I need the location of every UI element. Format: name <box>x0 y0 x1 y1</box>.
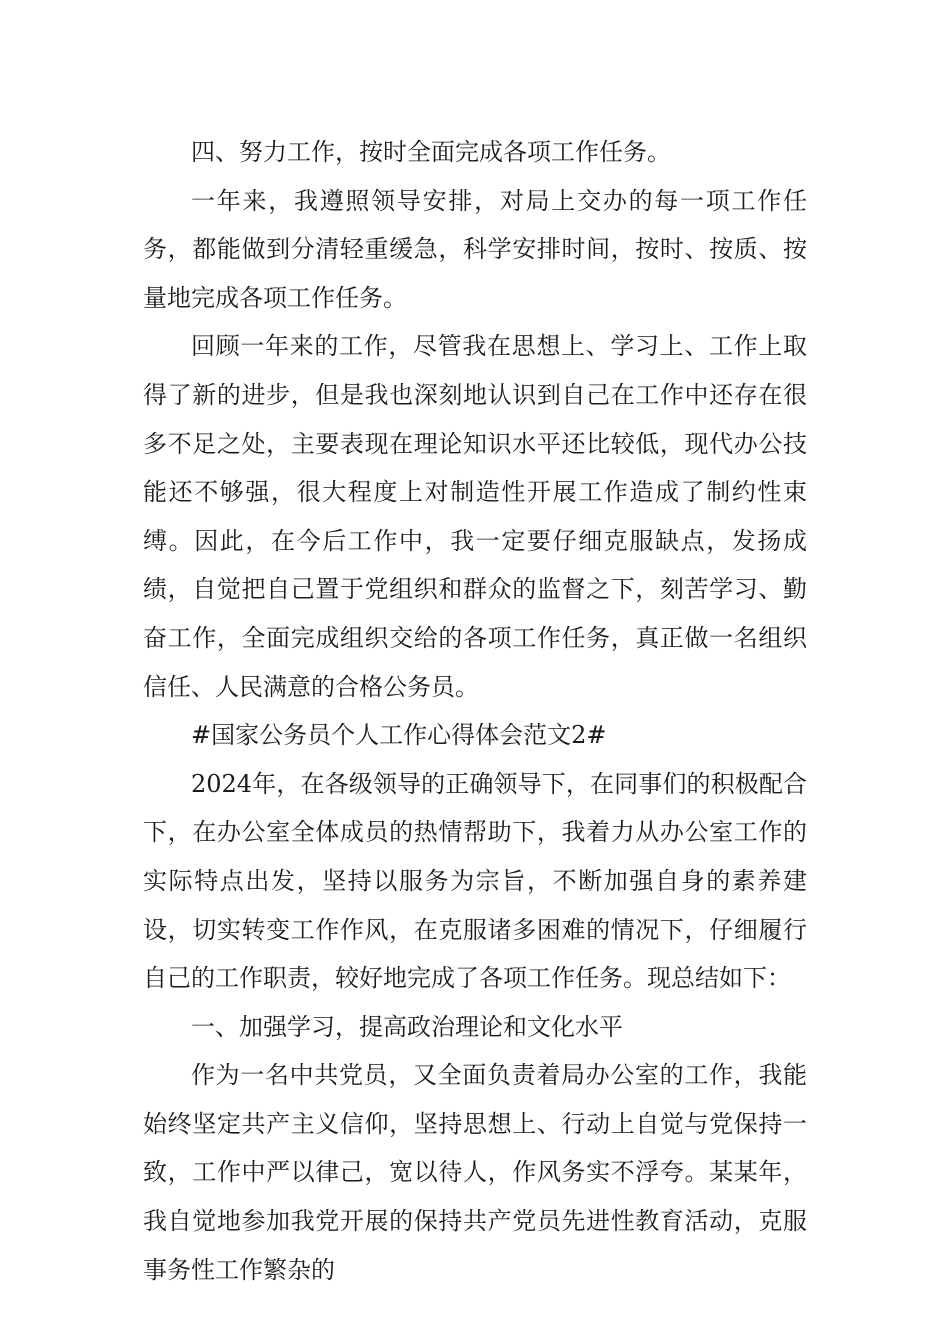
section-heading-1: 一、加强学习，提高政治理论和文化水平 <box>191 1012 623 1041</box>
body-paragraph: 2024年，在各级领导的正确领导下，在同事们的积极配合下，在办公室全体成员的热情帮助下，我着力从办公室工作的实际特点出发，坚持以服务为宗旨，不断加强自身的素养建设，切实转变工作作风，在克服诸多困难的情况下，仔细履行自己的工作职责，较好地完成了各项工作任务。现总结如下： <box>143 769 807 993</box>
document-body <box>143 128 807 1294</box>
body-paragraph: 回顾一年来的工作，尽管我在思想上、学习上、工作上取得了新的进步，但是我也深刻地认识到自己在工作中还存在很多不足之处，主要表现在理论知识水平还比较低，现代办公技能还不够强，很大程度上对制造性开展工作造成了制约性束缚。因此，在今后工作中，我一定要仔细克服缺点，发扬成绩，自觉把自己置于党组织和群众的监督之下，刻苦学习、勤奋工作，全面完成组织交给的各项工作任务，真正做一名组织信任、人民满意的合格公务员。 <box>143 332 807 701</box>
body-paragraph: 作为一名中共党员，又全面负责着局办公室的工作，我能始终坚定共产主义信仰，坚持思想上、行动上自觉与党保持一致，工作中严以律己，宽以待人，作风务实不浮夸。某某年，我自觉地参加我党开展的保持共产党员先进性教育活动，克服事务性工作繁杂的 <box>143 1061 807 1284</box>
article-title: #国家公务员个人工作心得体会范文2# <box>191 721 607 750</box>
body-paragraph: 一年来，我遵照领导安排，对局上交办的每一项工作任务，都能做到分清轻重缓急，科学安排时间，按时、按质、按量地完成各项工作任务。 <box>143 186 807 312</box>
section-heading-4: 四、努力工作，按时全面完成各项工作任务。 <box>191 138 671 166</box>
